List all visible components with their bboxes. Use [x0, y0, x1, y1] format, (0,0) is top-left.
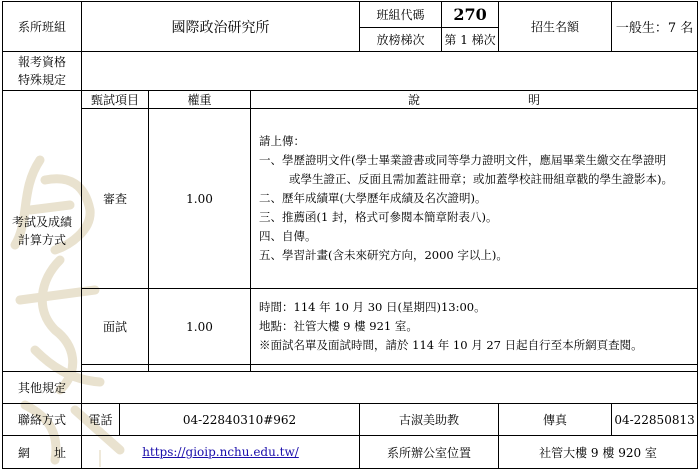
admission-quota-label: 招生名額	[499, 2, 612, 52]
phone-number: 04-22840310#962	[120, 404, 360, 436]
review-line: 請上傳：	[259, 134, 305, 148]
qualification-label-line2: 特殊規定	[17, 73, 66, 87]
interview-weight: 1.00	[149, 289, 251, 365]
office-location: 社管大樓 9 樓 920 室	[499, 436, 698, 469]
review-weight: 1.00	[149, 109, 251, 289]
col-header-weight: 權重	[149, 91, 251, 109]
col-header-item: 甄試項目	[82, 91, 149, 109]
fax-number: 04-22850813	[612, 404, 698, 436]
interview-line: 地點：社管大樓 9 樓 921 室。	[259, 319, 418, 333]
ranking-label: 放榜梯次	[360, 28, 442, 52]
exam-section-label-line1: 考試及成績	[11, 215, 72, 229]
interview-line: 時間：114 年 10 月 30 日(星期四)13:00。	[259, 300, 486, 314]
other-rules-label: 其他規定	[3, 372, 82, 404]
review-line: 四、自傳。	[259, 229, 317, 243]
other-rules-value	[82, 372, 698, 404]
contact-person: 古淑美助教	[360, 404, 499, 436]
ranking-value: 第 1 梯次	[442, 28, 499, 52]
contact-label: 聯絡方式	[3, 404, 82, 436]
admission-table	[2, 1, 698, 469]
review-line: 二、歷年成績單(大學歷年成績及名次證明)。	[259, 191, 487, 205]
interview-line: ※面試名單及面試時間，請於 114 年 10 月 27 日起自行至本所網頁查閱。	[259, 338, 643, 352]
admission-quota: 一般生：7 名	[612, 2, 698, 52]
exam-section-label-line2: 計算方式	[17, 233, 66, 247]
qualification-label	[3, 52, 82, 91]
qualification-value	[82, 52, 698, 91]
dept-label: 系所班組	[3, 2, 82, 52]
review-line: 三、推薦函(1 封，格式可參閱本簡章附表八)。	[259, 210, 498, 224]
dept-name: 國際政治研究所	[82, 2, 360, 52]
class-code-label: 班組代碼	[360, 2, 442, 28]
exam-section-label	[3, 91, 82, 372]
review-description	[251, 109, 698, 289]
col-header-desc: 說 明	[251, 91, 698, 109]
qualification-label-line1: 報考資格	[17, 55, 66, 69]
website-label: 網 址	[3, 436, 82, 469]
website-link[interactable]: https://gioip.nchu.edu.tw/	[142, 445, 299, 459]
office-label: 系所辦公室位置	[360, 436, 499, 469]
review-item: 審查	[82, 109, 149, 289]
review-line: 或學生證正、反面且需加蓋註冊章；或加蓋學校註冊組章戳的學生證影本)。	[289, 172, 673, 186]
website-cell	[82, 436, 360, 469]
interview-description	[251, 289, 698, 365]
review-line: 一、學歷證明文件(學士畢業證書或同等學力證明文件，應屆畢業生繳交在學證明	[259, 153, 666, 167]
fax-label: 傳真	[499, 404, 612, 436]
class-code: 270	[442, 2, 499, 28]
review-line: 五、學習計畫(含未來研究方向，2000 字以上)。	[259, 248, 508, 262]
interview-item: 面試	[82, 289, 149, 365]
phone-label: 電話	[82, 404, 120, 436]
